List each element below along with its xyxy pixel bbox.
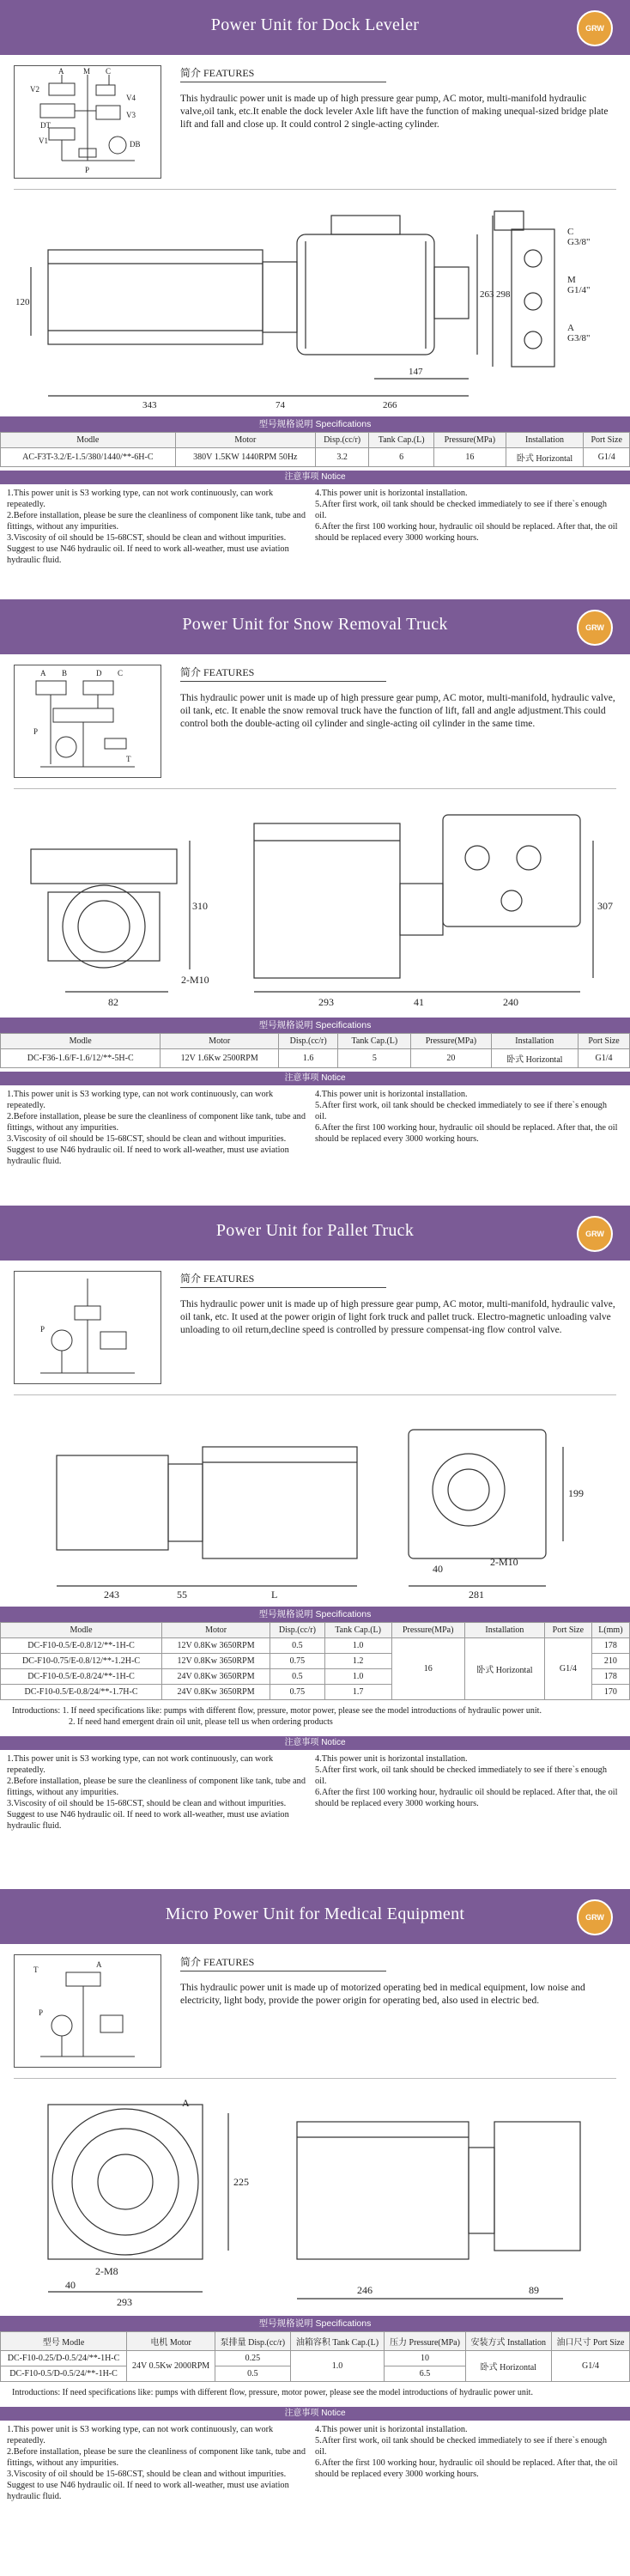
specifications-bar: 型号规格说明 Specifications xyxy=(0,1607,630,1622)
text-line: 6.After the first 100 working hour, hydraulic oil should be replaced. After that, the oil should be replaced every 3000 working hours. xyxy=(315,1123,618,1144)
section-banner xyxy=(0,1206,630,1261)
table-cell: DC-F10-0.5/D-0.5/24/**-1H-C xyxy=(1,2366,127,2382)
table-cell: 20 xyxy=(411,1049,491,1068)
text-line: 2.Before installation, please be sure the cleanliness of component like tank, tube and fittings, without any impurities. xyxy=(7,511,306,532)
dimension-label: A xyxy=(567,323,574,333)
features-text: This hydraulic power unit is made up of high pressure gear pump, AC motor, multi-manifold, hydraulic valve, oil tank, etc. It enable the snow removal truck have the function of lift, fall and angle adjustment.This could control both the double-acting oil cylinder and single-acting oil cylinder in the same time. xyxy=(180,693,615,729)
text-line: 5.After first work, oil tank should be checked immediately to see if there`s enough oil. xyxy=(315,500,607,520)
brand-logo: GRW xyxy=(577,1899,613,1935)
notice-list xyxy=(0,1750,630,1840)
dimension-label: L xyxy=(271,1589,278,1601)
table-cell: 24V 0.5Kw 2000RPM xyxy=(127,2351,215,2382)
notice-list xyxy=(0,484,630,574)
table-cell: 1.0 xyxy=(324,1669,391,1685)
table-cell: 380V 1.5KW 1440RPM 50Hz xyxy=(175,448,315,467)
dimension-label: 89 xyxy=(529,2284,539,2296)
dimension-label: 307 xyxy=(597,900,613,912)
table-cell: 0.75 xyxy=(270,1685,325,1700)
hydraulic-schematic xyxy=(14,1954,161,2068)
table-cell: 0.25 xyxy=(215,2351,290,2366)
table-cell: 1.7 xyxy=(324,1685,391,1700)
schematic-label: DB xyxy=(130,140,141,149)
column-header: Port Size xyxy=(544,1623,591,1638)
column-header: 压力 Pressure(MPa) xyxy=(385,2332,465,2351)
notice-list xyxy=(0,2421,630,2511)
hydraulic-schematic xyxy=(14,1271,161,1384)
section-dock-leveler xyxy=(0,0,630,599)
text-line: 5.After first work, oil tank should be checked immediately to see if there`s enough oil. xyxy=(315,1101,607,1121)
features-text: This hydraulic power unit is made up of high pressure gear pump, AC motor, multi-manifold, hydraulic valve, oil tank, etc. It used at the power origin of light fork truck and pallet truck. Electro-magnetic unloading valve unloading to oil return,decline speed is controlled by pressure compensat-ing flow control valve. xyxy=(180,1299,615,1335)
column-header: Disp.(cc/r) xyxy=(278,1034,337,1049)
table-cell: 6.5 xyxy=(385,2366,465,2382)
introductions-note xyxy=(0,1700,630,1733)
dimension-drawing xyxy=(14,189,616,411)
section-title: Power Unit for Snow Removal Truck xyxy=(182,615,448,634)
table-row xyxy=(1,1049,630,1068)
text-line: 1.This power unit is S3 working type, can not work continuously, can work repeatedly. xyxy=(7,1090,274,1110)
notice-bar: 注意事项 Notice xyxy=(0,2407,630,2421)
table-cell: 10 xyxy=(385,2351,465,2366)
column-header: Installation xyxy=(464,1623,544,1638)
section-snow-removal xyxy=(0,599,630,1206)
brand-logo: GRW xyxy=(577,1216,613,1252)
dimension-label: 74 xyxy=(276,400,285,410)
table-cell: 卧式 Horizontal xyxy=(465,2351,551,2382)
schematic-label: A xyxy=(96,1960,102,1969)
text-line: 6.After the first 100 working hour, hydraulic oil should be replaced. After that, the oil should be replaced every 3000 working hours. xyxy=(315,2458,618,2479)
table-cell: 卧式 Horizontal xyxy=(464,1638,544,1700)
text-line: 4.This power unit is horizontal installation. xyxy=(315,2425,468,2434)
dimension-label: 82 xyxy=(108,996,118,1008)
specifications-table xyxy=(0,2331,630,2382)
dimension-label: 310 xyxy=(192,900,208,912)
table-cell: 0.5 xyxy=(270,1638,325,1654)
schematic-label: V1 xyxy=(39,137,48,145)
table-cell: 12V 0.8Kw 3650RPM xyxy=(162,1638,270,1654)
table-row xyxy=(1,2351,630,2366)
notice-list xyxy=(0,1085,630,1176)
dimension-label: G3/8" xyxy=(567,333,591,343)
schematic-label: P xyxy=(40,1325,45,1334)
column-header: 泵排量 Disp.(cc/r) xyxy=(215,2332,290,2351)
dimension-label: 40 xyxy=(433,1563,443,1575)
section-title: Power Unit for Dock Leveler xyxy=(210,15,420,34)
column-header: Port Size xyxy=(579,1034,630,1049)
section-medical-equipment xyxy=(0,1889,630,2576)
specifications-table xyxy=(0,432,630,467)
column-header: Modle xyxy=(1,433,176,448)
table-cell: 1.6 xyxy=(278,1049,337,1068)
text-line: 2.Before installation, please be sure the cleanliness of component like tank, tube and fittings, without any impurities. xyxy=(7,1777,306,1797)
dimension-drawing xyxy=(14,788,616,1012)
text-line: 6.After the first 100 working hour, hydraulic oil should be replaced. After that, the oil should be replaced every 3000 working hours. xyxy=(315,1788,618,1808)
column-header: Disp.(cc/r) xyxy=(316,433,369,448)
text-line: 2. If need hand emergent drain oil unit, please tell us when ordering products xyxy=(69,1717,333,1727)
dimension-label: 40 xyxy=(65,2279,76,2291)
table-cell: 0.5 xyxy=(270,1669,325,1685)
schematic-label: T xyxy=(126,755,131,763)
dimension-label: 2-M10 xyxy=(181,974,209,986)
column-header: Installation xyxy=(506,433,584,448)
features-text: This hydraulic power unit is made up of motorized operating bed in medical equipment, low noise and electricity, light body, provide the power origin for operating bed, also used in electric bed. xyxy=(180,1983,585,2006)
table-cell: DC-F36-1.6/F-1.6/12/**-5H-C xyxy=(1,1049,161,1068)
schematic-label: DT xyxy=(40,121,51,130)
text-line: 4.This power unit is horizontal installation. xyxy=(315,1090,468,1099)
table-cell: 0.5 xyxy=(215,2366,290,2382)
specifications-bar: 型号规格说明 Specifications xyxy=(0,416,630,432)
schematic-label: M xyxy=(83,67,91,76)
dimension-label: 240 xyxy=(503,996,518,1008)
table-row xyxy=(1,448,630,467)
column-header: Motor xyxy=(162,1623,270,1638)
text-line: 5.After first work, oil tank should be checked immediately to see if there`s enough oil. xyxy=(315,1765,607,1786)
dimension-label: 298 xyxy=(496,289,511,300)
table-cell: 6 xyxy=(369,448,434,467)
table-cell: 0.75 xyxy=(270,1654,325,1669)
dimension-label: 293 xyxy=(117,2296,132,2308)
features-heading: 简介 FEATURES xyxy=(180,1954,386,1971)
column-header: Modle xyxy=(1,1034,161,1049)
features-heading: 简介 FEATURES xyxy=(180,65,386,82)
table-cell: 12V 0.8Kw 3650RPM xyxy=(162,1654,270,1669)
features-heading: 简介 FEATURES xyxy=(180,665,386,682)
table-cell: 170 xyxy=(591,1685,629,1700)
dimension-label: 293 xyxy=(318,996,334,1008)
text-line: 3.Viscosity of oil should be 15-68CST, should be clean and without impurities. Suggest to use N46 hydraulic oil. If need to work all-weather, must use aviation hydraulic fluid. xyxy=(7,1134,289,1166)
column-header: Port Size xyxy=(584,433,630,448)
schematic-label: A xyxy=(58,67,64,76)
schematic-label: P xyxy=(85,166,90,174)
text-line: Introductions: If need specifications like: pumps with different flow, pressure, motor power, please see the model introductions of hydraulic power unit. xyxy=(12,2388,533,2397)
text-line: 4.This power unit is horizontal installation. xyxy=(315,489,468,498)
text-line: 2.Before installation, please be sure the cleanliness of component like tank, tube and fittings, without any impurities. xyxy=(7,2447,306,2468)
table-cell: DC-F10-0.5/E-0.8/24/**-1H-C xyxy=(1,1669,162,1685)
dimension-label: A xyxy=(182,2097,190,2109)
table-cell: 16 xyxy=(434,448,506,467)
table-cell: 1.0 xyxy=(324,1638,391,1654)
table-cell: DC-F10-0.5/E-0.8/24/**-1.7H-C xyxy=(1,1685,162,1700)
schematic-label: B xyxy=(62,669,68,677)
column-header: 油口尺寸 Port Size xyxy=(551,2332,629,2351)
dimension-label: 120 xyxy=(15,297,30,307)
text-line: 5.After first work, oil tank should be checked immediately to see if there`s enough oil. xyxy=(315,2436,607,2457)
hydraulic-schematic xyxy=(14,65,161,179)
text-line: Introductions: 1. If need specifications like: pumps with different flow, pressure, motor power, please see the model introductions of hydraulic power unit. xyxy=(12,1706,542,1716)
introductions-note xyxy=(0,2382,630,2403)
table-cell: 24V 0.8Kw 3650RPM xyxy=(162,1669,270,1685)
text-line: 3.Viscosity of oil should be 15-68CST, should be clean and without impurities. Suggest to use N46 hydraulic oil. If need to work all-weather, must use aviation hydraulic fluid. xyxy=(7,2470,289,2501)
schematic-label: P xyxy=(33,727,39,736)
specifications-bar: 型号规格说明 Specifications xyxy=(0,1018,630,1033)
notice-bar: 注意事项 Notice xyxy=(0,1736,630,1750)
table-cell: 12V 1.6Kw 2500RPM xyxy=(161,1049,279,1068)
dimension-label: M xyxy=(567,275,576,285)
section-pallet-truck xyxy=(0,1206,630,1889)
text-line: 6.After the first 100 working hour, hydraulic oil should be replaced. After that, the oil should be replaced every 3000 working hours. xyxy=(315,522,618,543)
dimension-label: 55 xyxy=(177,1589,187,1601)
table-cell: 1.2 xyxy=(324,1654,391,1669)
table-cell: G1/4 xyxy=(579,1049,630,1068)
dimension-label: 2-M10 xyxy=(490,1556,518,1568)
column-header: Pressure(MPa) xyxy=(411,1034,491,1049)
brand-logo: GRW xyxy=(577,610,613,646)
table-cell: 5 xyxy=(338,1049,411,1068)
dimension-label: 225 xyxy=(233,2176,249,2188)
dimension-label: G3/8" xyxy=(567,237,591,247)
dimension-label: 41 xyxy=(414,996,424,1008)
text-line: 3.Viscosity of oil should be 15-68CST, should be clean and without impurities. Suggest to use N46 hydraulic oil. If need to work all-weather, must use aviation hydraulic fluid. xyxy=(7,533,289,565)
notice-bar: 注意事项 Notice xyxy=(0,471,630,484)
text-line: 1.This power unit is S3 working type, can not work continuously, can work repeatedly. xyxy=(7,2425,274,2445)
schematic-label: V2 xyxy=(30,85,39,94)
table-cell: DC-F10-0.5/E-0.8/12/**-1H-C xyxy=(1,1638,162,1654)
text-line: 3.Viscosity of oil should be 15-68CST, should be clean and without impurities. Suggest to use N46 hydraulic oil. If need to work all-weather, must use aviation hydraulic fluid. xyxy=(7,1799,289,1831)
column-header: Disp.(cc/r) xyxy=(270,1623,325,1638)
schematic-label: V3 xyxy=(126,111,136,119)
notice-bar: 注意事项 Notice xyxy=(0,1072,630,1085)
column-header: Motor xyxy=(175,433,315,448)
dimension-label: C xyxy=(567,227,574,237)
column-header: 安装方式 Installation xyxy=(465,2332,551,2351)
dimension-label: 199 xyxy=(568,1487,584,1499)
schematic-label: C xyxy=(118,669,124,677)
schematic-label: P xyxy=(39,2008,44,2017)
dimension-label: 2-M8 xyxy=(95,2265,118,2277)
section-title: Power Unit for Pallet Truck xyxy=(215,1221,415,1240)
dimension-label: 281 xyxy=(469,1589,484,1601)
specifications-table xyxy=(0,1622,630,1700)
text-line: 1.This power unit is S3 working type, can not work continuously, can work repeatedly. xyxy=(7,489,274,509)
dimension-drawing xyxy=(14,2078,616,2311)
table-cell: AC-F3T-3.2/E-1.5/380/1440/**-6H-C xyxy=(1,448,176,467)
column-header: 油箱容积 Tank Cap.(L) xyxy=(290,2332,385,2351)
column-header: Motor xyxy=(161,1034,279,1049)
table-cell: 178 xyxy=(591,1638,629,1654)
dimension-label: 243 xyxy=(104,1589,119,1601)
table-cell: 1.0 xyxy=(290,2351,385,2382)
schematic-label: T xyxy=(33,1965,39,1974)
dimension-label: 263 xyxy=(480,289,494,300)
table-cell: 178 xyxy=(591,1669,629,1685)
table-cell: 卧式 Horizontal xyxy=(506,448,584,467)
text-line: 2.Before installation, please be sure the cleanliness of component like tank, tube and fittings, without any impurities. xyxy=(7,1112,306,1133)
dimension-label: 147 xyxy=(409,367,423,377)
section-title: Micro Power Unit for Medical Equipment xyxy=(165,1905,465,1923)
table-cell: 3.2 xyxy=(316,448,369,467)
dimension-label: 343 xyxy=(142,400,157,410)
table-cell: 卧式 Horizontal xyxy=(491,1049,579,1068)
column-header: 电机 Motor xyxy=(127,2332,215,2351)
table-cell: G1/4 xyxy=(544,1638,591,1700)
schematic-label: C xyxy=(106,67,112,76)
table-cell: 210 xyxy=(591,1654,629,1669)
schematic-label: D xyxy=(96,669,102,677)
column-header: Tank Cap.(L) xyxy=(369,433,434,448)
column-header: L(mm) xyxy=(591,1623,629,1638)
column-header: Pressure(MPa) xyxy=(434,433,506,448)
features-text: This hydraulic power unit is made up of high pressure gear pump, AC motor, multi-manifold hydraulic valve,oil tank, etc.It enable the dock leveler Axle lift have the function of making unequal-sized bridge plate lift and fall and close up. It could control 2 single-acting cylinder. xyxy=(180,94,609,130)
table-row xyxy=(1,1638,630,1654)
specifications-bar: 型号规格说明 Specifications xyxy=(0,2316,630,2331)
dimension-label: G1/4" xyxy=(567,285,591,295)
table-cell: G1/4 xyxy=(551,2351,629,2382)
schematic-label: V4 xyxy=(126,94,136,102)
specifications-table xyxy=(0,1033,630,1068)
column-header: Modle xyxy=(1,1623,162,1638)
dimension-drawing xyxy=(14,1394,616,1601)
section-banner xyxy=(0,0,630,55)
schematic-label: A xyxy=(40,669,46,677)
section-banner xyxy=(0,599,630,654)
dimension-label: 246 xyxy=(357,2284,373,2296)
features-heading: 简介 FEATURES xyxy=(180,1271,386,1288)
table-cell: 24V 0.8Kw 3650RPM xyxy=(162,1685,270,1700)
table-cell: DC-F10-0.25/D-0.5/24/**-1H-C xyxy=(1,2351,127,2366)
hydraulic-schematic xyxy=(14,665,161,778)
column-header: Tank Cap.(L) xyxy=(338,1034,411,1049)
table-cell: G1/4 xyxy=(584,448,630,467)
table-cell: DC-F10-0.75/E-0.8/12/**-1.2H-C xyxy=(1,1654,162,1669)
column-header: Installation xyxy=(491,1034,579,1049)
column-header: Pressure(MPa) xyxy=(391,1623,464,1638)
brand-logo: GRW xyxy=(577,10,613,46)
text-line: 4.This power unit is horizontal installation. xyxy=(315,1754,468,1764)
column-header: 型号 Modle xyxy=(1,2332,127,2351)
dimension-label: 266 xyxy=(383,400,397,410)
table-cell: 16 xyxy=(391,1638,464,1700)
section-banner xyxy=(0,1889,630,1944)
text-line: 1.This power unit is S3 working type, can not work continuously, can work repeatedly. xyxy=(7,1754,274,1775)
column-header: Tank Cap.(L) xyxy=(324,1623,391,1638)
